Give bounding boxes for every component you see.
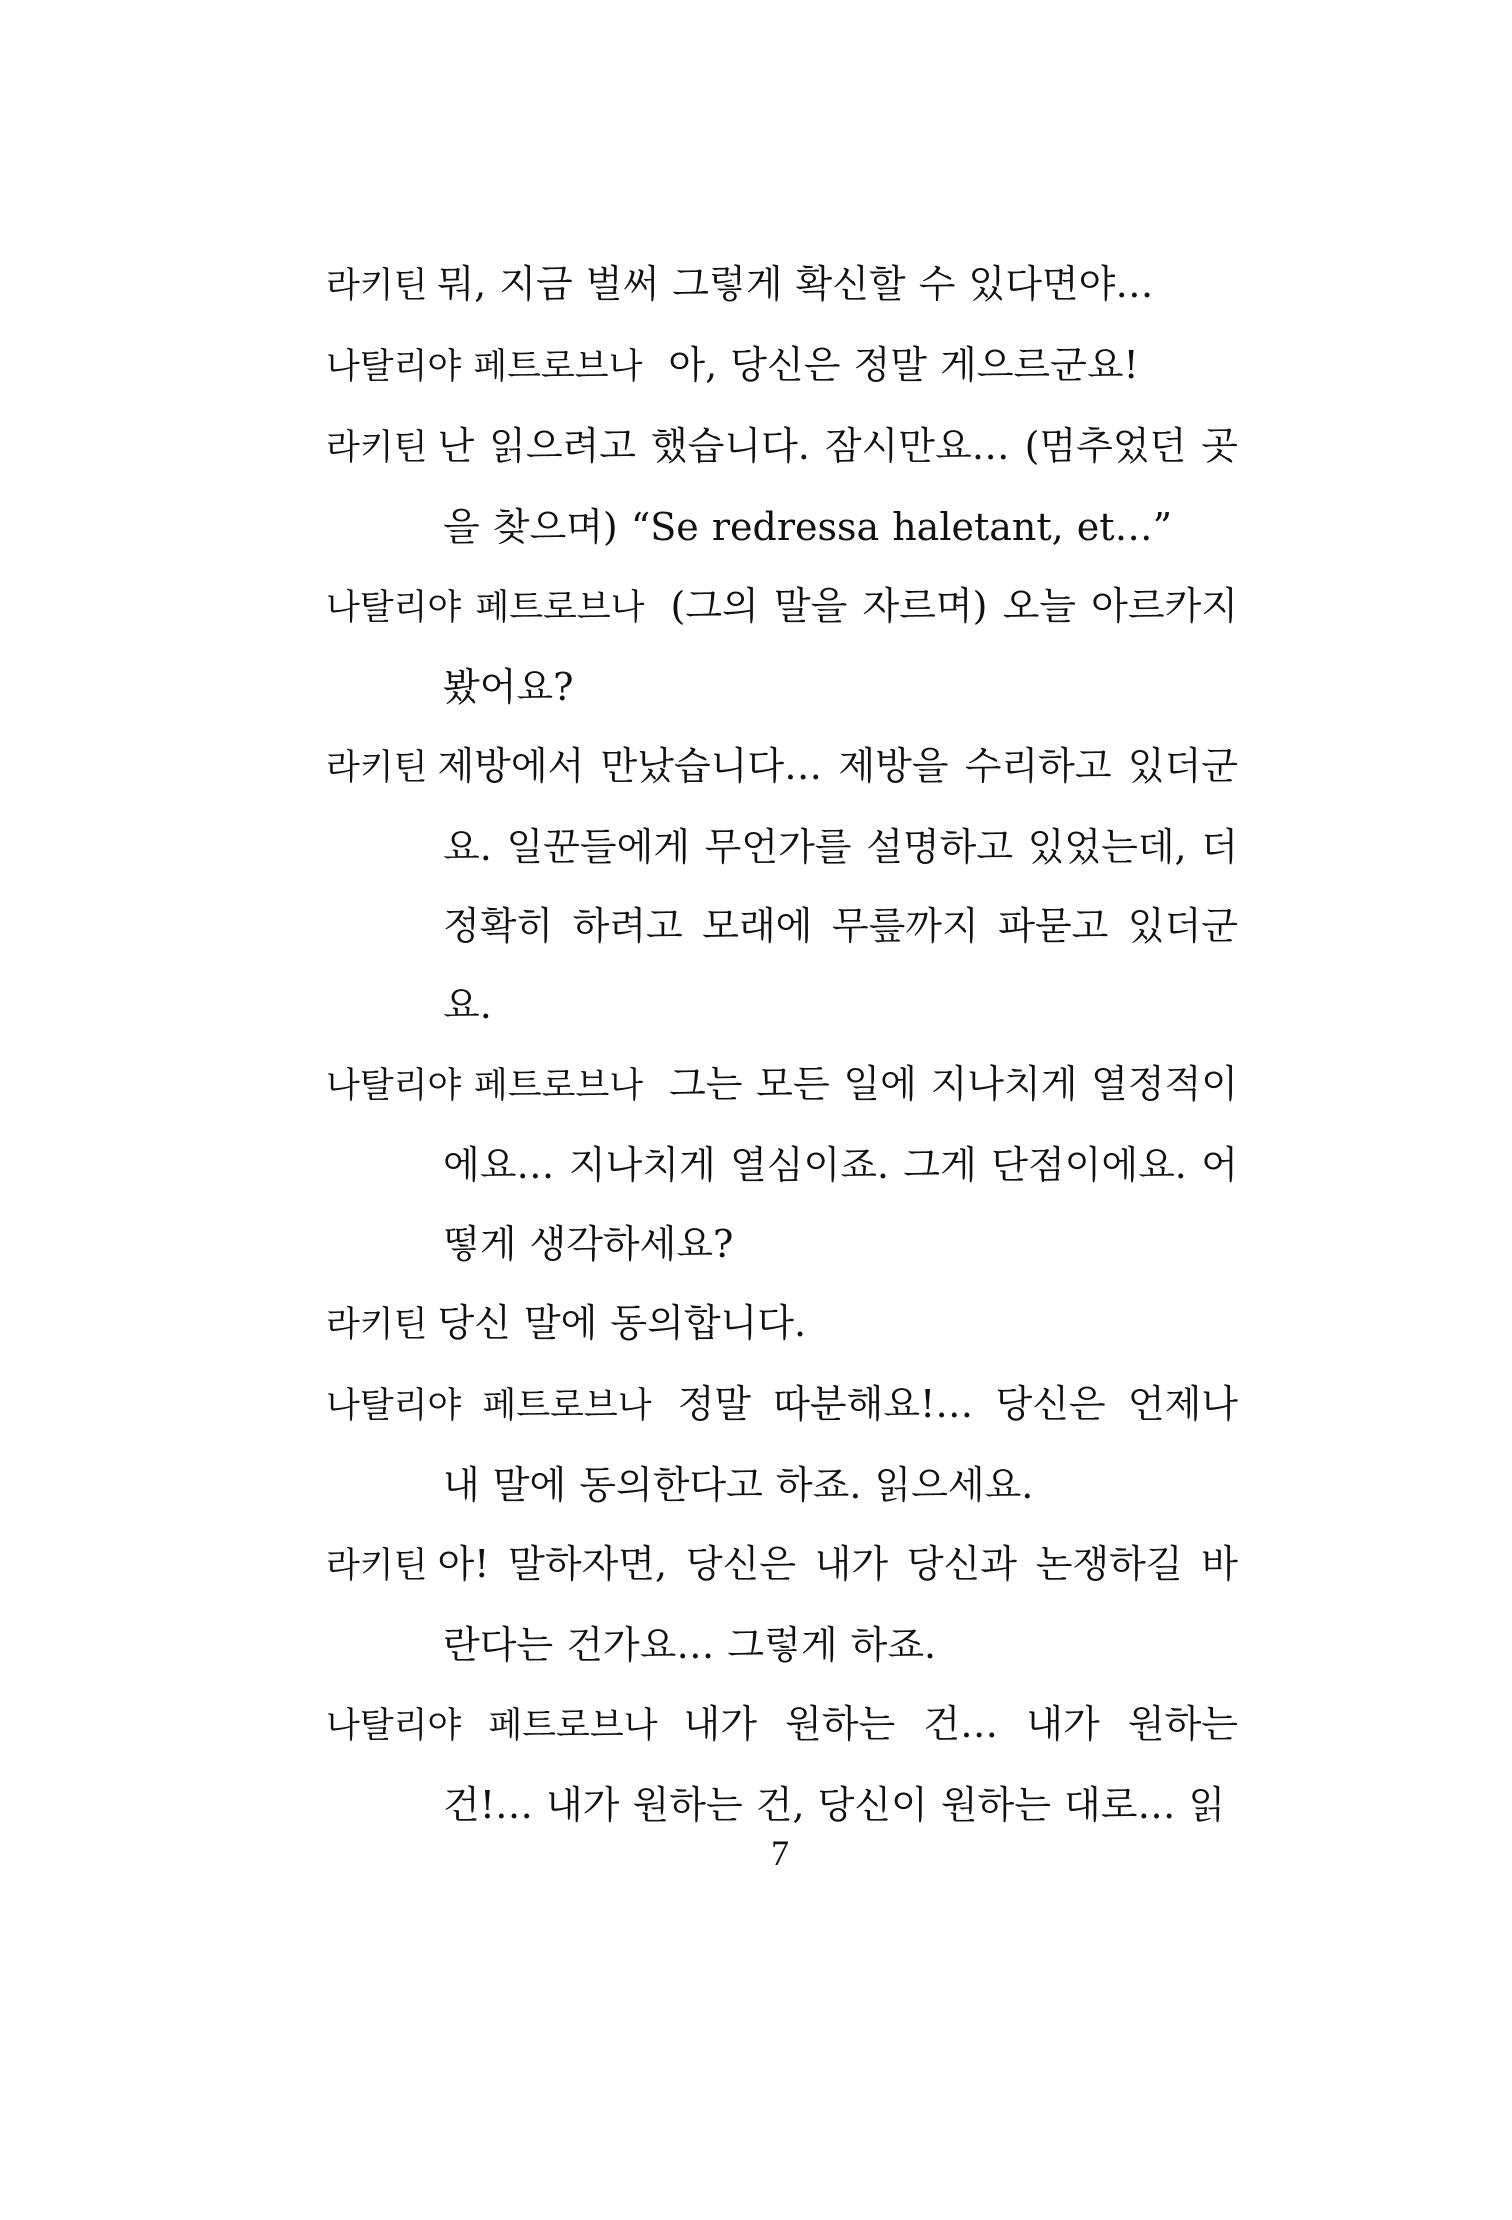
dialogue-line: 당신 말에 동의합니다. [437, 1301, 807, 1345]
speaker-name: 라키틴 [326, 428, 428, 468]
speaker-name: 나탈리야 페트로브나 [326, 588, 645, 628]
dialogue-entry [326, 1045, 1238, 1284]
speaker-name: 라키틴 [326, 266, 428, 306]
dialogue-entry [326, 407, 1238, 567]
dialogue-line: 내가 원하는 건… 내가 원하는 건!… 내가 원하는 건, 당신이 원하는 대로… 읽 [443, 1702, 1238, 1827]
speaker-name: 라키틴 [326, 1546, 428, 1586]
dialogue-text [326, 245, 1238, 1845]
dialogue-line: 난 읽으려고 했습니다. 잠시만요… (멈추었던 곳을 찾으며) “Se redressa haletant, et…” [437, 424, 1238, 549]
speaker-name: 라키틴 [326, 748, 428, 788]
dialogue-entry [326, 567, 1238, 727]
dialogue-line: 제방에서 만났습니다… 제방을 수리하고 있더군요. 일꾼들에게 무언가를 설명하고 있었는데, 더 정확히 하려고 모래에 무릎까지 파묻고 있더군요. [437, 744, 1238, 1027]
page-number: 7 [771, 1833, 789, 1873]
dialogue-line: (그의 말을 자르며) 오늘 아르카지 봤어요? [443, 584, 1238, 709]
dialogue-entry [326, 1365, 1238, 1525]
speaker-name: 나탈리야 페트로브나 [326, 1066, 644, 1106]
dialogue-entry [326, 1525, 1238, 1685]
dialogue-line: 그는 모든 일에 지나치게 열정적이에요… 지나치게 열심이죠. 그게 단점이에요. 어떻게 생각하세요? [443, 1062, 1238, 1266]
dialogue-line: 아! 말하자면, 당신은 내가 당신과 논쟁하길 바란다는 건가요… 그렇게 하죠. [437, 1542, 1238, 1667]
dialogue-line: 정말 따분해요!… 당신은 언제나 내 말에 동의한다고 하죠. 읽으세요. [443, 1382, 1238, 1507]
dialogue-line: 아, 당신은 정말 게으르군요! [668, 343, 1139, 387]
speaker-name: 라키틴 [326, 1305, 428, 1345]
speaker-name: 나탈리야 페트로브나 [326, 347, 643, 387]
dialogue-entry [326, 1685, 1238, 1845]
dialogue-entry [326, 1284, 1238, 1365]
dialogue-entry [326, 727, 1238, 1045]
dialogue-line: 뭐, 지금 벌써 그렇게 확신할 수 있다면야… [437, 262, 1154, 306]
dialogue-entry [326, 245, 1238, 326]
dialogue-entry [326, 326, 1238, 407]
speaker-name: 나탈리야 페트로브나 [326, 1706, 658, 1746]
speaker-name: 나탈리야 페트로브나 [326, 1386, 652, 1426]
